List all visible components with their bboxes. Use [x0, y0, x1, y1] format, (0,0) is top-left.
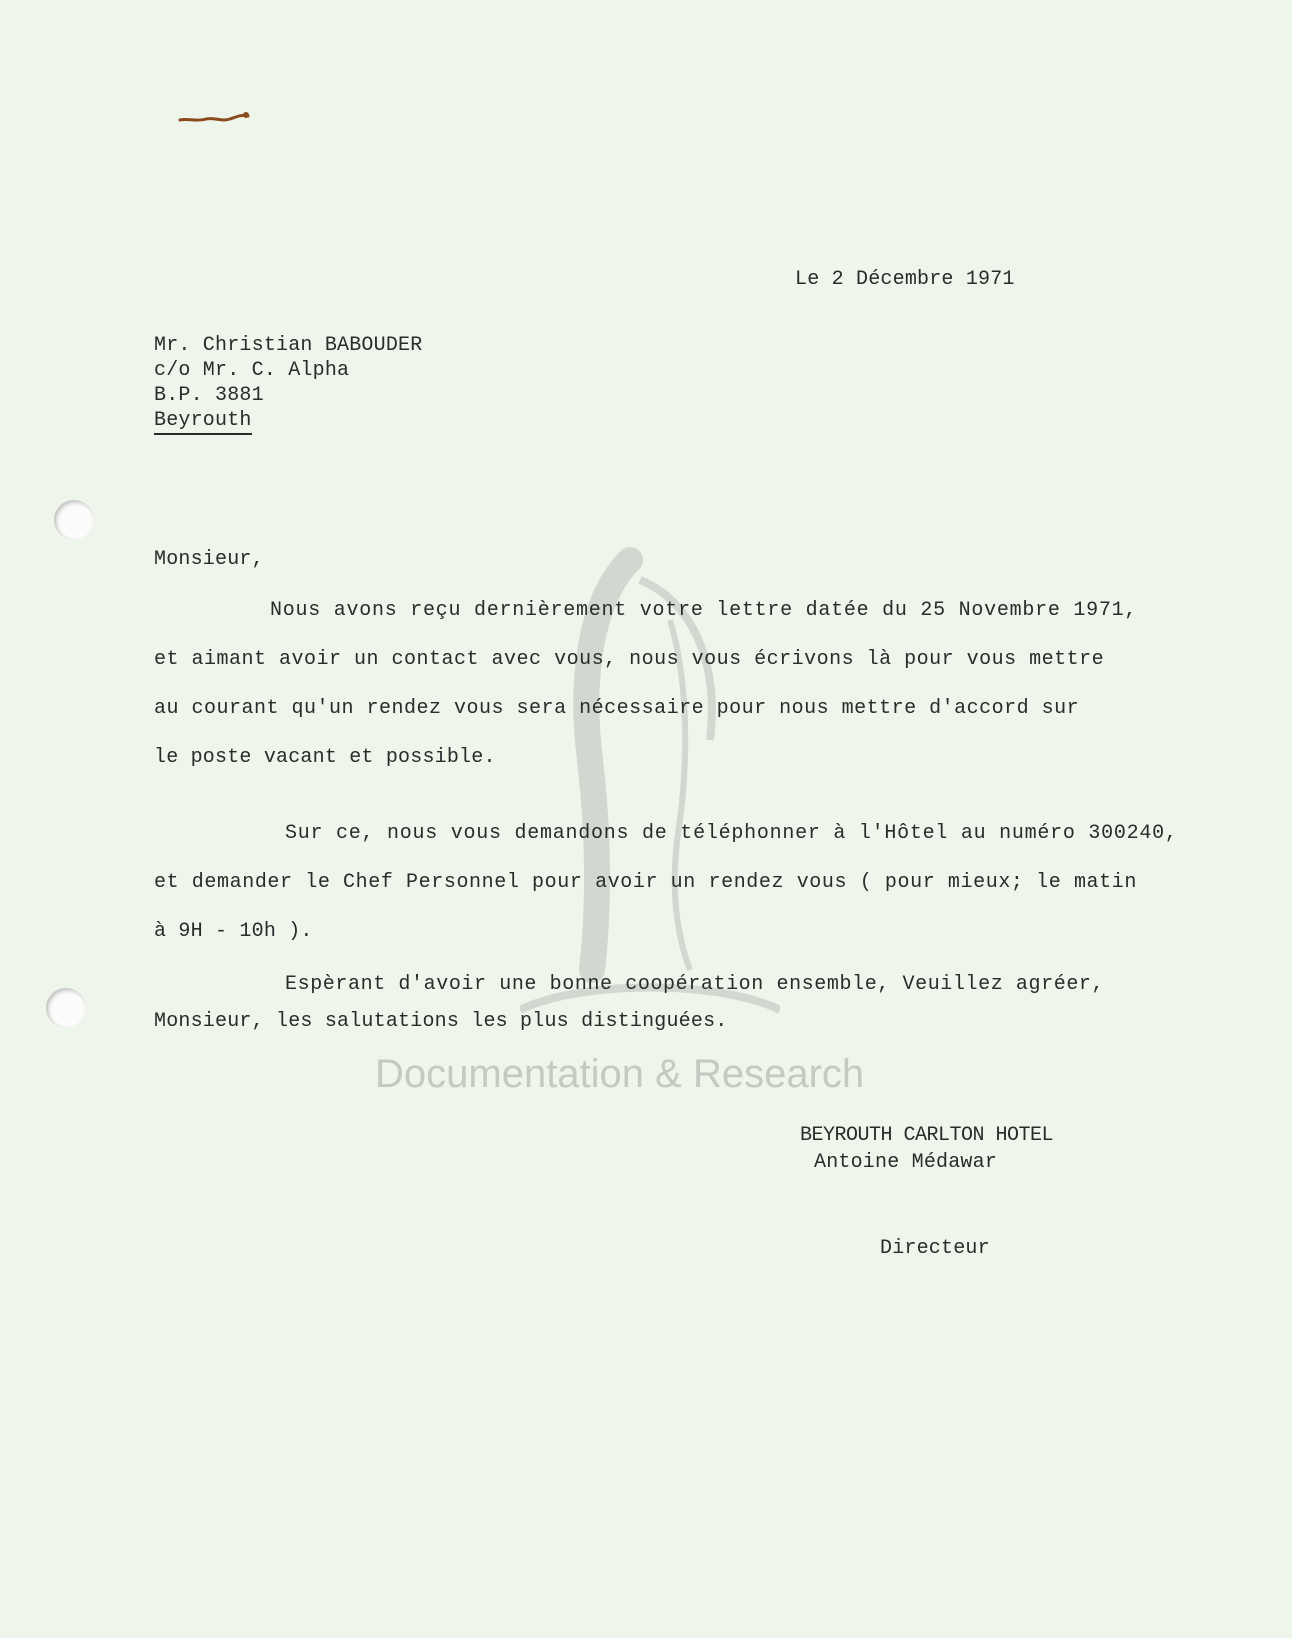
- recipient-name: Mr. Christian BABOUDER: [154, 334, 423, 357]
- signature-title: Directeur: [880, 1237, 990, 1260]
- rust-stain-mark: [178, 110, 258, 130]
- paragraph-3-line-2: Monsieur, les salutations les plus distinguées.: [154, 1010, 728, 1033]
- paragraph-3-line-1: Espèrant d'avoir une bonne coopération ensemble, Veuillez agréer,: [285, 973, 1105, 996]
- paragraph-1-line-2: et aimant avoir un contact avec vous, nous vous écrivons là pour vous mettre: [154, 648, 1105, 671]
- signature-company: BEYROUTH CARLTON HOTEL: [800, 1124, 1054, 1147]
- salutation: Monsieur,: [154, 548, 264, 571]
- punch-hole-top: [54, 500, 94, 540]
- watermark-text: Documentation & Research: [375, 1052, 865, 1096]
- paragraph-1-line-4: le poste vacant et possible.: [154, 746, 496, 769]
- recipient-city: Beyrouth: [154, 409, 252, 435]
- paragraph-2-line-3: à 9H - 10h ).: [154, 920, 313, 943]
- paragraph-1-line-3: au courant qu'un rendez vous sera nécessaire pour nous mettre d'accord sur: [154, 697, 1080, 720]
- letter-date: Le 2 Décembre 1971: [795, 268, 1015, 291]
- recipient-po-box: B.P. 3881: [154, 384, 264, 407]
- paragraph-1-line-1: Nous avons reçu dernièrement votre lettre datée du 25 Novembre 1971,: [270, 599, 1138, 622]
- punch-hole-bottom: [46, 988, 86, 1028]
- paragraph-2-line-2: et demander le Chef Personnel pour avoir un rendez vous ( pour mieux; le matin: [154, 871, 1137, 894]
- recipient-care-of: c/o Mr. C. Alpha: [154, 359, 350, 382]
- signature-name: Antoine Médawar: [814, 1151, 998, 1174]
- paragraph-2-line-1: Sur ce, nous vous demandons de téléphonner à l'Hôtel au numéro 300240,: [285, 822, 1178, 845]
